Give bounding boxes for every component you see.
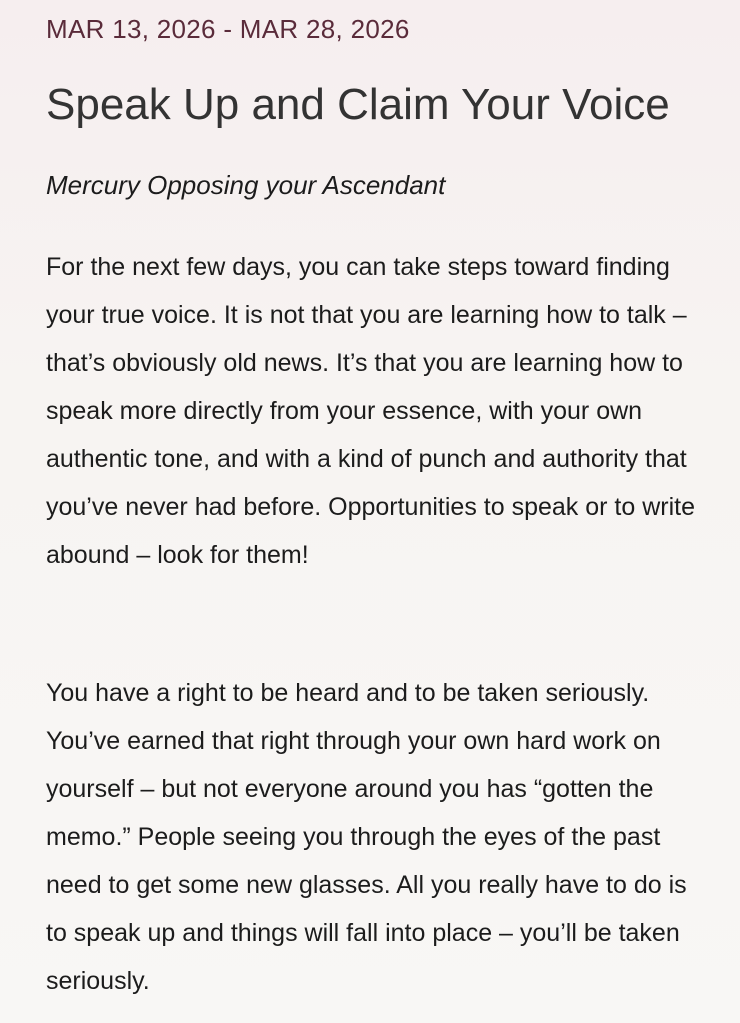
transit-subtitle: Mercury Opposing your Ascendant bbox=[46, 170, 446, 200]
article-paragraph-2: You have a right to be heard and to be taken seriously. You’ve earned that right through your own hard work on yourself – but not everyone around you has “gotten the memo.” People seeing you through the eyes of the past need to get some new glasses. All you really have to do is to speak up and things will fall into place – you’ll be taken seriously. bbox=[46, 679, 687, 995]
date-range: MAR 13, 2026 - MAR 28, 2026 bbox=[46, 14, 410, 44]
article-title: Speak Up and Claim Your Voice bbox=[46, 80, 670, 129]
article-paragraph-1: For the next few days, you can take steps toward finding your true voice. It is not that you are learning how to talk – that’s obviously old news. It’s that you are learning how to speak more directly from your essence, with your own authentic tone, and with a kind of punch and authority that you’ve never had before. Opportunities to speak or to write abound – look for them! bbox=[46, 253, 695, 569]
